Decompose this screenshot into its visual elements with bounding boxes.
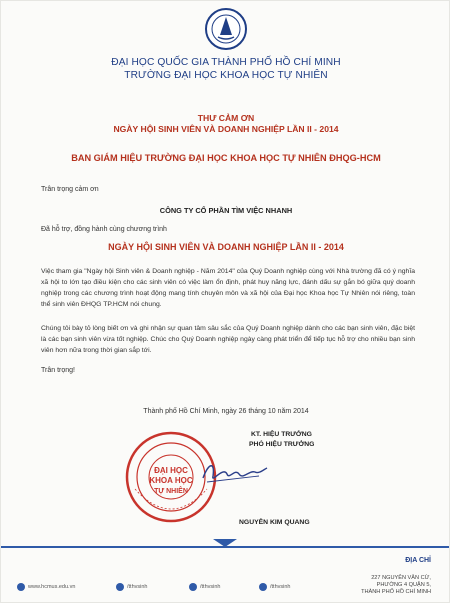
globe-icon [17, 583, 25, 591]
footer-social-2[interactable] [189, 583, 220, 591]
address-line: THÀNH PHỐ HỒ CHÍ MINH [361, 589, 431, 595]
svg-text:KHOA HỌC: KHOA HỌC [149, 476, 193, 485]
social-3-text: /tthvsinh [270, 584, 291, 590]
university-seal-icon [204, 7, 248, 51]
footer-wedge [213, 539, 237, 547]
twitter-icon [189, 583, 197, 591]
school-name: TRƯỜNG ĐẠI HỌC KHOA HỌC TỰ NHIÊN [124, 70, 328, 81]
footer-social-1[interactable] [116, 583, 147, 591]
handwritten-signature [199, 456, 269, 486]
social-1-text: /tthvsinh [127, 584, 148, 590]
youtube-icon [259, 583, 267, 591]
svg-text:ĐẠI HỌC: ĐẠI HỌC [154, 466, 188, 475]
event-title: NGÀY HỘI SINH VIÊN VÀ DOANH NGHIỆP LẦN II - 2014 [113, 124, 339, 134]
address-block [361, 575, 431, 596]
university-name: ĐẠI HỌC QUỐC GIA THÀNH PHỐ HỒ CHÍ MINH [111, 57, 341, 68]
greeting-text: Trân trọng cảm ơn [41, 186, 99, 193]
closing-text: Trân trọng! [41, 367, 75, 374]
website-text: www.hcmus.edu.vn [28, 584, 76, 590]
signer-name: NGUYỄN KIM QUANG [239, 519, 310, 526]
place-date: Thành phố Hồ Chí Minh, ngày 26 tháng 10 năm 2014 [143, 408, 309, 415]
svg-text:TỰ NHIÊN: TỰ NHIÊN [154, 488, 188, 495]
footer-website[interactable] [17, 583, 75, 591]
board-heading: BAN GIÁM HIỆU TRƯỜNG ĐẠI HỌC KHOA HỌC TỰ NHIÊN ĐHQG-HCM [71, 153, 381, 163]
social-2-text: /tthvsinh [200, 584, 221, 590]
program-title: NGÀY HỘI SINH VIÊN VÀ DOANH NGHIỆP LẦN II - 2014 [108, 242, 344, 252]
company-name: CÔNG TY CỔ PHẦN TÌM VIỆC NHANH [159, 206, 293, 215]
address-line: 227 NGUYỄN VĂN CỪ, [371, 575, 431, 581]
signer-title-1: KT. HIỆU TRƯỞNG [251, 431, 312, 438]
signer-title-2: PHÓ HIỆU TRƯỞNG [249, 441, 315, 448]
facebook-icon [116, 583, 124, 591]
document-title: THƯ CẢM ƠN [197, 113, 255, 123]
support-text: Đã hỗ trợ, đồng hành cùng chương trình [41, 226, 167, 233]
address-line: PHƯỜNG 4 QUẬN 5, [376, 582, 431, 588]
paragraph-1: Việc tham gia "Ngày hội Sinh viên & Doanh nghiệp - Năm 2014" của Quý Doanh nghiệp cùng với Nhà trường đã có ý nghĩa xã hội to lớn tạo điều kiện cho các sinh viên có việc làm ổn định, phát huy năng lực, đánh dấu sự gắn bó giữa quý doanh nghiệp trong các chương trình hoạt động mang tính chuyên môn và xã hội của Đại học Khoa học Tự Nhiên nói riêng, toàn thể sinh viên ĐHQG TP.HCM nói chung. [41, 268, 415, 308]
footer-social-3[interactable] [259, 583, 290, 591]
paragraph-2: Chúng tôi bày tỏ lòng biết ơn và ghi nhận sự quan tâm sâu sắc của Quý Doanh nghiệp dành cho các bạn sinh viên, đặc biệt là các bạn sinh viên vừa tốt nghiệp. Chúc cho Quý Doanh nghiệp ngày càng phát triển để tiếp tục hỗ trợ cho nhiều bạn sinh viên hơn nữa trong thời gian sắp tới. [41, 325, 415, 354]
address-title: ĐỊA CHỈ [405, 557, 431, 564]
